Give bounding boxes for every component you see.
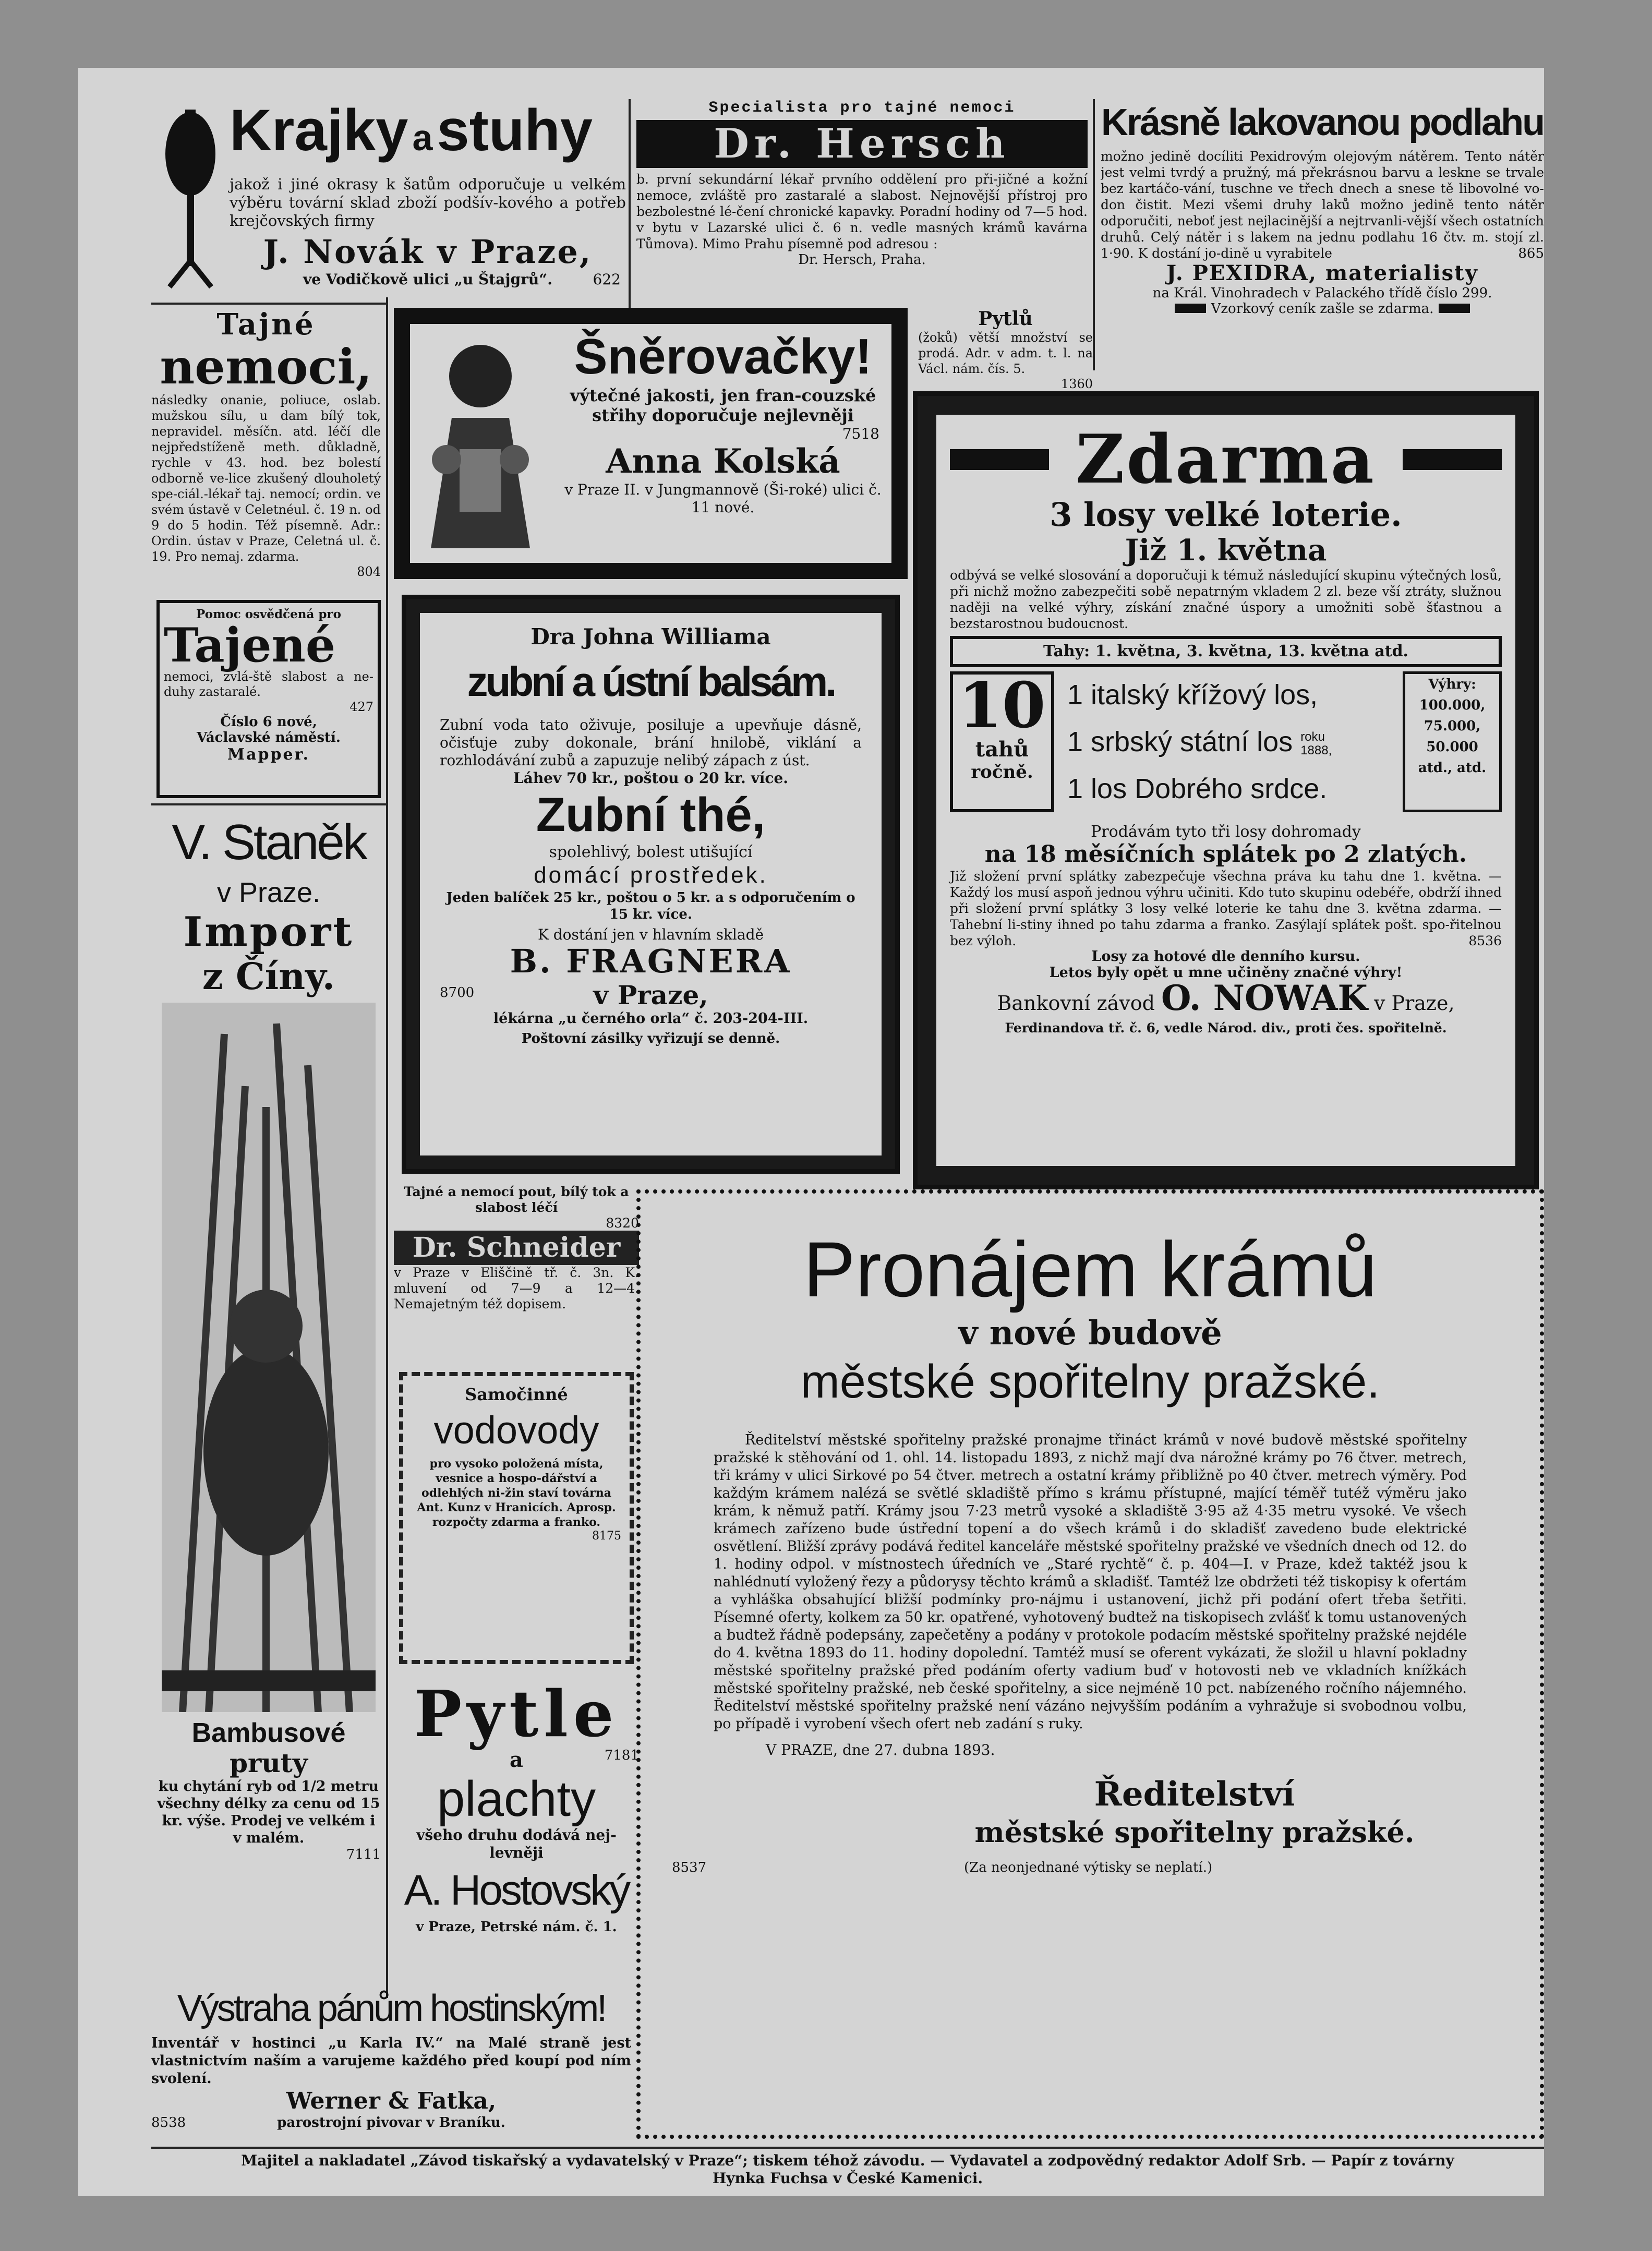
ad-los-2-year: 1888, [1300, 743, 1332, 757]
ad-date: Již 1. května [1125, 533, 1327, 568]
ad-vodovody [399, 1372, 634, 1664]
ad-bank-label: Bankovní závod [997, 992, 1155, 1015]
ad-text-3: domácí prostředek. [534, 862, 768, 888]
ad-firm: B. FRAGNERA [510, 942, 792, 980]
ad-text: Tajné a nemocí pout, bílý tok a slabost léčí [404, 1184, 629, 1215]
ad-date: V PRAZE, dne 27. dubna 1893. [766, 1741, 995, 1759]
ad-city: v Praze. [216, 877, 321, 908]
ad-title: Pytlů [978, 308, 1033, 330]
ad-text: jakož i jiné okrasy k šatům odporučuje u velkém výběru tovární sklad zboží podšív-kového a potřeb krejčovských firmy [230, 175, 626, 230]
ad-from: z Číny. [202, 955, 335, 998]
ad-signature: Dr. Hersch, Praha. [798, 252, 926, 268]
ad-tahu: tahů [975, 737, 1029, 762]
ad-name: Anna Kolská [606, 442, 840, 481]
ad-text-2: Již složení první splátky zabezpečuje všechna práva ku tahu dne 1. května. — Každý los musí aspoň jednou výhru učiniti. Kdo tuto skupinu odebéře, obdrží ihned při složení první splátky 3 losy velké loterie ke tahu dne 3. května zdarma. — Tahební li-stiny ihned po tahu zdarma a franko. Zasýlají splátek pošt. spo-řitelnou bez výloh. [950, 869, 1502, 948]
row-rule [151, 803, 386, 805]
ad-kicker: Dra Johna Williama [530, 624, 771, 649]
ad-title-2: plachty [437, 1771, 596, 1827]
ad-text: ku chytání ryb od 1/2 metru všechny délky za cenu od 15 kr. výše. Prodej ve velkém i v malém. [157, 1778, 380, 1846]
pointing-hand-icon [950, 449, 1049, 470]
ad-text-2: spolehlivý, bolest utišující [549, 843, 753, 861]
ad-address: v Praze II. v Jungmannově (Ši-roké) ulici č. 11 nové. [564, 481, 882, 516]
ad-los-3: 1 los Dobrého srdce. [1067, 773, 1328, 804]
ad-number: 7111 [346, 1847, 381, 1862]
ad-text: (žoků) větší množství se prodá. Adr. v adm. t. l. na Václ. nám. čís. 5. [918, 330, 1093, 376]
ad-sub: parostrojní pivovar v Braníku. [277, 2115, 505, 2130]
ad-vyhra: 50.000 [1426, 739, 1478, 755]
ad-number: 804 [357, 564, 381, 579]
ad-name: Mapper. [227, 745, 310, 764]
mannequin-icon [156, 104, 224, 292]
ad-address: lékárna „u černého orla“ č. 203-204-III. [493, 1010, 809, 1027]
newspaper-page [78, 68, 1544, 2196]
ad-number: 8538 [151, 2115, 186, 2130]
ad-number: 8700 [440, 985, 475, 1001]
ad-subtitle: 3 losy velké loterie. [1050, 496, 1402, 534]
ad-title: Tajné [216, 308, 316, 342]
ad-number: 7518 [842, 425, 879, 442]
ad-krajky [156, 99, 626, 303]
ad-title: vodovody [433, 1409, 599, 1452]
ad-postal: Poštovní zásilky vyřizují se denně. [521, 1031, 780, 1046]
footer-line-2: Hynka Fuchsa v České Kamenici. [712, 2170, 983, 2187]
ad-title: Tajené [164, 618, 336, 673]
ad-price-2: Jeden balíček 25 kr., poštou o 5 kr. a s odporučením o 15 kr. více. [446, 890, 855, 922]
column-rule [629, 99, 631, 329]
ad-number: 8175 [592, 1530, 621, 1543]
ad-text: nemoci, zvlá-ště slabost a ne-duhy zastaralé. [164, 669, 373, 699]
ad-cislo: Číslo 6 nové, [220, 714, 317, 730]
ad-title: Šněrovačky! [574, 329, 872, 384]
ad-bank-address: Ferdinandova tř. č. 6, vedle Národ. div., proti čes. spořitelně. [1005, 1020, 1447, 1036]
ad-title: Krásně lakovanou podlahu [1101, 102, 1544, 143]
ad-title: Zdarma [1076, 420, 1376, 499]
footer [151, 2152, 1544, 2194]
pointing-hand-icon [1175, 304, 1206, 313]
ad-title-2: nemoci, [160, 339, 372, 395]
ad-vystraha [151, 1982, 631, 2149]
pointing-hand-icon [1403, 449, 1502, 470]
ad-text: Inventář v hostinci „u Karla IV.“ na Malé straně jest vlastnictvím naším a varujeme každého před koupí pod ním svolení. [151, 2035, 631, 2087]
ad-los-2-year-label: roku [1300, 729, 1325, 744]
ad-text: následky onanie, poliuce, oslab. mužskou sílu, u dam bílý tok, nepravidel. měsíčn. atd. léčí dle nejpředstíženě meth. důkladně, rychle v 43. hod. bez bolestí odborně ve-lice zkušený dlouholetý spe-ciál.-lékař taj. nemocí; ordin. ve svém ústavě v Celetnéul. č. 19 n. od 9 do 5 hodin. Též písemně. Adr.: Ordin. ústav v Praze, Celetná ul. č. 19. Pro nemaj. zdarma. [151, 393, 381, 564]
ad-tajene-nemoci [156, 600, 381, 798]
ad-kicker: Pomoc osvědčená pro [196, 607, 341, 621]
ad-signature-2: městské spořitelny pražské. [974, 1815, 1415, 1849]
column-rule [386, 297, 388, 1998]
ad-text: Ředitelství městské spořitelny pražské pronajme třináct krámů v nové budově městské spořitelny pražské k stěhování od 1. ohl. 14. listopadu 1893, z nichž mají dva nárožné krámy po 76 čtver. metrech, tři krámy v ulici Sirkové po 54 čtver. metrech a ostatní krámy přibližně po 40 čtver. metrech výměry. Pod každým krámem nalézá se světlé skladiště přímo s krámu přístupné, mající téměř tutéž výměru jako krám, k němuž patří. Krámy jsou 7·23 metrů vysoké a skladiště 3·95 až 4·35 metru vysoké. Ve všech krámech zařízeno bude ústřední topení a do všech krámů i do skladišť zavedeno bude elektrické osvětlení. Bližší zprávy podává ředitel kanceláře městské spořitelny pražské ve všedních dnech od 12. do 1. hodiny odpol. v místnostech úředních ve „Staré rychtě“ č. p. 404—I. v Praze, kdež taktéž jsou k nahlédnutí vyložený řezy a půdorysy těchto krámů a skladišť. Tamtéž lze obdržeti též tiskopisy k ofertám a vyhláška obsahující bližší podmínky pro-nájmu i ustanovení, jichž při podání ofert třeba šetřiti. Písemné oferty, kolkem za 50 kr. opatřené, vyhotovený budtež na tiskopisech zvlášť k tomu ustanovených a budtež řádně podepsány, zapečetěny a podány v protokole podacím městské spořitelny pražské nejdéle do 4. května 1893 do 11. hodiny dopolední. Tamtéž musí se oferent vykázati, že složil u hlavní pokladny městské spořitelny pražské před podáním oferty vadium buď v hotovosti neb ve vkladních knížkách městské spořitelny pražské, neb české spořitelny, a sice nejméně 10 pct. nabízeného ročního nájemného. Ředitelství městské spořitelny pražské není vázáno nejvyšším podáním a vyhražuje si svobodnou volbu, po případě i vyrobení všech ofert neb zadání s ruky. [714, 1432, 1467, 1732]
ad-number: 8536 [1468, 933, 1502, 948]
ad-hersch [636, 99, 1088, 303]
footer-line-1: Majitel a nakladatel „Závod tiskařský a vydavatelský v Praze“; tiskem téhož závodu. — Vydavatel a zodpovědný redaktor Adolf Srb. — Papír z továrny [241, 2152, 1454, 2169]
ad-number: 865 [1518, 246, 1544, 261]
ad-text: výtečné jakosti, jen fran-couzské střihy doporučuje nejlevněji [570, 386, 876, 425]
ad-kicker: Samočinné [465, 1385, 568, 1404]
ad-text: pro vysoko položená místa, vesnice a hospo-dářství a odlehlých ni-žin staví továrna Ant. Kunz v Hranicích. Aprosp. rozpočty zdarma a franko. [417, 1457, 616, 1529]
ad-installment: na 18 měsíčních splátek po 2 zlatých. [984, 841, 1467, 868]
ad-kicker: Specialista pro tajné nemoci [708, 99, 1016, 117]
ad-address: v Praze, Petrské nám. č. 1. [416, 1919, 617, 1935]
ad-rocne: ročně. [971, 762, 1033, 783]
ad-title: Pytle [414, 1680, 619, 1751]
ad-pronajem [636, 1189, 1544, 2139]
ad-bank-city: v Praze, [1374, 992, 1455, 1015]
ad-signature: Ředitelství [1094, 1775, 1295, 1814]
ad-title: Pronájem krámů [803, 1225, 1378, 1313]
ad-stanek [156, 809, 381, 1972]
ad-note: Vzorkový ceník zašle se zdarma. [1211, 301, 1434, 317]
ad-balsam [402, 595, 900, 1174]
ad-bank: O. NOWAK [1161, 978, 1368, 1018]
ad-vyhra: 100.000, [1419, 697, 1486, 713]
ad-title: Výstraha pánům hostinským! [177, 1988, 606, 2029]
ad-firm: J. Novák v Praze, [263, 233, 593, 271]
ad-bambus: Bambusové [191, 1718, 346, 1748]
ad-ten: 10 [958, 669, 1046, 742]
ad-subtitle: v nové budově [958, 1314, 1222, 1353]
ad-firm: J. PEXIDRA, materialisty [1166, 261, 1478, 285]
ad-amp: a [510, 1748, 523, 1772]
ad-import: Import [183, 908, 354, 956]
ad-address: na Král. Vinohradech v Palackého třídě číslo 299. [1152, 285, 1492, 301]
ad-place: Václavské náměstí. [197, 730, 341, 745]
ad-number: 8537 [672, 1860, 707, 1875]
ad-subtitle-2: městské spořitelny pražské. [800, 1356, 1380, 1408]
row-rule [151, 303, 386, 305]
ad-schneider [394, 1184, 639, 1356]
cherub-illustration-icon [415, 329, 546, 553]
ad-text: b. první sekundární lékař prvního oddělení pro při-jičné a kožní nemoce, zvláště pro zastaralé a slabost. Nejnovější přístroj pro bezbolestné lé-čení chronické kapavky. Poradní hodiny od 7—5 hod. v bytu v Lazarské ulici č. 6 n. vedle masných krámů kavárna Tůmova). Mimo Prahu písemně pod adresou : [636, 172, 1088, 251]
ad-note-2: Letos byly opět u mne učiněny značné výhry! [1049, 965, 1403, 981]
ad-note-1: Losy za hotové dle denního kursu. [1091, 948, 1360, 965]
ad-text-2: v Praze v Eliščině tř. č. 3n. K. mluvení od 7—9 a 12—4. Nemajetným též dopisem. [394, 1265, 639, 1311]
ad-zdarma [913, 391, 1539, 1189]
ad-title-connector: a [412, 117, 433, 158]
bamboo-illustration-icon [162, 1003, 376, 1712]
ad-pytle [394, 1680, 639, 1972]
ad-los-1: 1 italský křížový los, [1067, 679, 1318, 711]
ad-sell: Prodávám tyto tři losy dohromady [1091, 823, 1361, 841]
ad-name: Dr. Schneider [394, 1231, 639, 1265]
ad-text: možno jedině docíliti Pexidrovým olejovým nátěrem. Tento nátěr jest velmi tvrdý a pružný, má překrásnou barvu a leskne se trvale bez kartáčo-vání, tuschne ve třech dnech a snese tě libovolné vo-don čistit. Mezi všemi druhy laků možno jedině tento nátěr odporučiti, neboť jest nejlacinější a nejtrvanli-vější všech ostatních druhů. Celý nátěr i s lakem na jednu podlahu 16 čtv. m. stojí zl. 1·90. K dostání jo-dině u vyrabitele [1101, 149, 1544, 261]
ad-address: ve Vodičkově ulici „u Štajgrů“. [303, 271, 553, 288]
ad-firm: A. Hostovský [404, 1867, 629, 1914]
ad-title-2: stuhy [437, 99, 593, 163]
ad-vyhra: 75.000, [1424, 718, 1481, 734]
ad-number: 1360 [1060, 377, 1093, 391]
column-rule [1093, 99, 1095, 370]
ad-title: Krajky [230, 99, 408, 163]
ad-title: zubní a ústní balsám. [467, 658, 835, 705]
ad-text: odbývá se velké slosování a doporučuji k témuž následující skupinu výtečných losů, při nichž možno zabezpečiti sobě nepatrným vkladem 2 zl. beze vší ztráty, služnou naději na velké výhry, získání značné úspory a umožniti sobě šťastnou a bezstarostnou budoucnost. [950, 568, 1502, 631]
ad-snerovacky [394, 308, 908, 579]
ad-number: 7181 [604, 1748, 639, 1763]
ad-vyhry-end: atd., atd. [1418, 760, 1487, 776]
ad-title-2: Zubní thé, [536, 788, 766, 841]
ad-tahy: Tahy: 1. května, 3. května, 13. května atd. [1043, 642, 1408, 660]
ad-price: Láhev 70 kr., poštou o 20 kr. více. [513, 769, 789, 787]
ad-number: 8320 [606, 1215, 639, 1231]
ad-name: V. Staněk [172, 814, 366, 870]
ad-text: všeho druhu dodává nej-levněji [416, 1826, 617, 1861]
ad-firm: Werner & Fatka, [286, 2088, 497, 2114]
ad-note: (Za neonjednané výtisky se neplatí.) [964, 1860, 1213, 1875]
ad-number: 622 [593, 271, 621, 288]
pointing-hand-icon [1439, 304, 1470, 313]
ad-availability: K dostání jen v hlavním skladě [537, 926, 764, 943]
ad-number: 427 [349, 700, 373, 714]
ad-text: Zubní voda tato oživuje, posiluje a upevňuje dásně, očisťuje zuby dokonale, brání hnilobě, viklání a rozhlodávání zubů a zapuzuje nelibý zápach z úst. [440, 716, 862, 769]
ad-los-2: 1 srbský státní los [1067, 726, 1293, 757]
ad-title: Dr. Hersch [714, 120, 1010, 167]
ad-podlaha [1101, 99, 1544, 376]
ad-pruty: pruty [230, 1748, 308, 1778]
footer-rule [151, 2147, 1544, 2149]
ad-vyhry-label: Výhry: [1428, 677, 1476, 692]
ad-city: v Praze, [593, 980, 708, 1010]
